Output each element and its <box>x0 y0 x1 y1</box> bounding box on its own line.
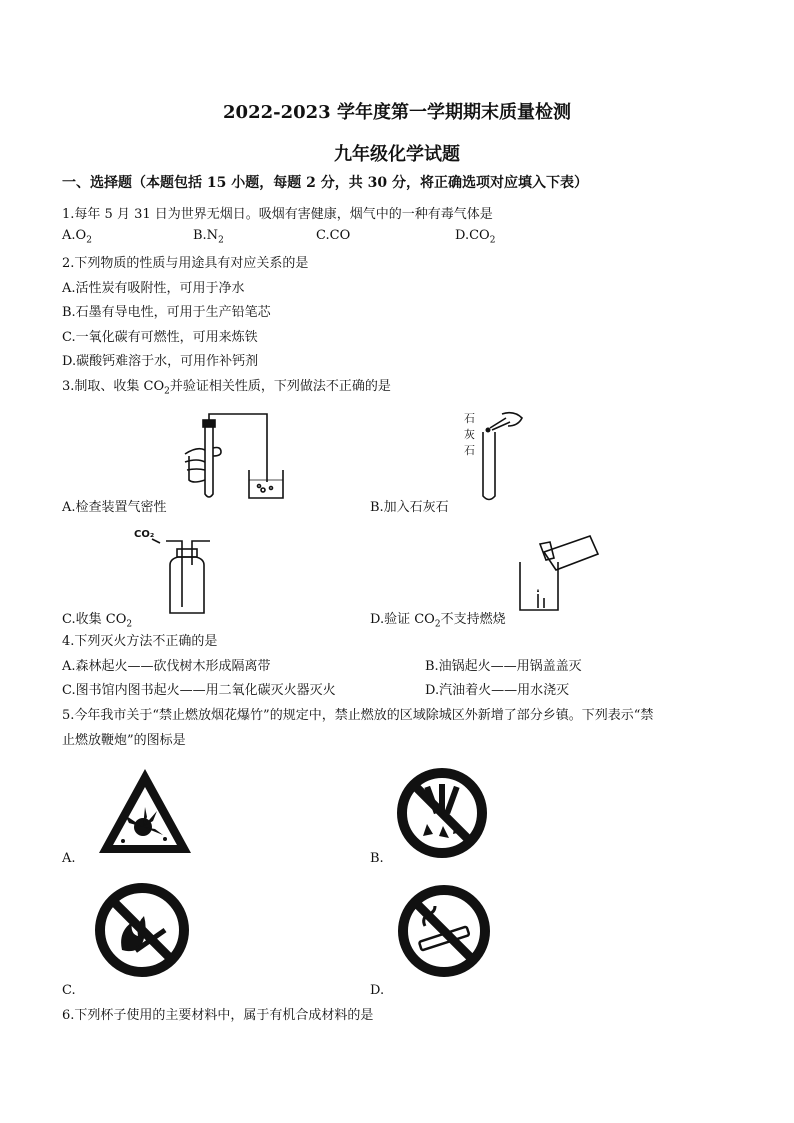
q5-option-b: B. <box>370 851 384 866</box>
q1-option-d: $D.CO_2$ <box>455 228 496 246</box>
q2-option-b: B.石墨有导电性，可用于生产铅笔芯 <box>62 305 271 320</box>
question-5-stem-line1: 5.今年我市关于“禁止燃放烟花爆竹”的规定中，禁止燃放的区域除城区外新增了部分乡镇。下列表示“禁 <box>62 708 654 723</box>
co2-label: CO₂ <box>134 529 155 540</box>
q3-option-d: D.验证 $CO_2$不支持燃烧 <box>370 612 506 630</box>
q4-option-a: A.森林起火——砍伐树木形成隔离带 <box>62 659 271 674</box>
question-1-stem: 1.每年 5 月 31 日为世界无烟日。吸烟有害健康，烟气中的一种有毒气体是 <box>62 207 493 222</box>
q5-option-a: A. <box>62 851 76 866</box>
question-5-stem-line2: 止燃放鞭炮”的图标是 <box>62 733 186 748</box>
q1-option-a: $A.O_2$ <box>62 228 92 246</box>
question-3-stem: 3.制取、收集 $CO_2$并验证相关性质，下列做法不正确的是 <box>62 379 391 397</box>
q3-option-c: C.收集 $CO_2$ <box>62 612 133 630</box>
q1-option-b: $B.N_2$ <box>193 228 224 246</box>
question-6-stem: 6.下列杯子使用的主要材料中，属于有机合成材料的是 <box>62 1008 374 1023</box>
q2-option-c: C.一氧化碳有可燃性，可用来炼铁 <box>62 330 258 345</box>
q4-option-c: C.图书馆内图书起火——用二氧化碳灭火器灭火 <box>62 683 336 698</box>
exam-subtitle: 九年级化学试题 <box>334 144 460 165</box>
q3-option-b: B.加入石灰石 <box>370 500 449 515</box>
q3-option-a: A.检查装置气密性 <box>62 500 167 515</box>
no-smoking-sign-icon <box>395 882 493 980</box>
label-hui: 灰 <box>464 428 475 441</box>
q2-option-d: D.碳酸钙难溶于水，可用作补钙剂 <box>62 354 259 369</box>
collect-co2-figure <box>130 525 230 617</box>
q2-option-a: A.活性炭有吸附性，可用于净水 <box>62 281 245 296</box>
no-open-flame-sign-icon <box>92 880 192 980</box>
section-heading: 一、选择题（本题包括 15 小题，每题 2 分，共 30 分，将正确选项对应填入下表） <box>62 175 588 191</box>
airtightness-check-figure <box>175 410 295 502</box>
label-shi2: 石 <box>464 444 475 457</box>
explosive-warning-sign-icon <box>95 765 195 860</box>
verify-co2-figure <box>510 532 610 614</box>
adding-limestone-figure <box>458 408 558 504</box>
q5-option-c: C. <box>62 983 76 998</box>
q4-option-b: B.油锅起火——用锅盖盖灭 <box>425 659 582 674</box>
no-firecrackers-sign-icon <box>393 764 491 862</box>
q1-option-c: C.CO <box>316 228 351 243</box>
exam-title: 2022-2023 学年度第一学期期末质量检测 <box>223 102 571 123</box>
q4-option-d: D.汽油着火——用水浇灭 <box>425 683 570 698</box>
label-shi: 石 <box>464 412 475 425</box>
question-2-stem: 2.下列物质的性质与用途具有对应关系的是 <box>62 256 309 271</box>
q5-option-d: D. <box>370 983 385 998</box>
question-4-stem: 4.下列灭火方法不正确的是 <box>62 634 218 649</box>
